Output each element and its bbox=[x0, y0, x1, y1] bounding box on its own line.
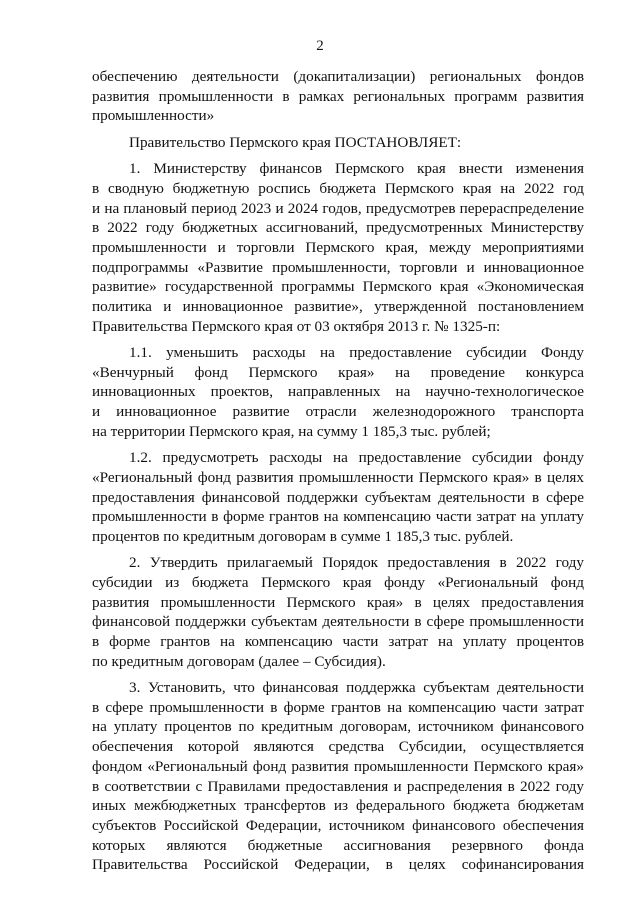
text-line: 1.1. уменьшить расходы на предоставление субсидии Фонду bbox=[129, 344, 584, 361]
text-line: фондом «Региональный фонд развития промышленности Пермского края» bbox=[92, 757, 584, 775]
text-line: «Региональный фонд развития промышленности Пермского края» в целях bbox=[92, 468, 584, 486]
text-line: в соответствии с Правилами предоставления и распределения в 2022 году bbox=[92, 777, 584, 795]
text-line: политика и инновационное развитие», утвержденной постановлением bbox=[92, 297, 584, 315]
text-line: «Венчурный фонд Пермского края» на проведение конкурса bbox=[92, 363, 584, 381]
text-line: предоставления финансовой поддержки субъектам деятельности в сфере bbox=[92, 488, 584, 506]
text-line: в форме грантов на компенсацию части затрат на уплату процентов bbox=[92, 633, 584, 650]
text-line: Правительства Пермского края от 03 октября 2013 г. № 1325-п: bbox=[92, 317, 501, 335]
text-line: инновационных проектов, направленных на научно-технологическое bbox=[92, 383, 584, 401]
text-line: в сводную бюджетную роспись бюджета Пермского края на 2022 год bbox=[92, 179, 584, 197]
text-line: и на плановый период 2023 и 2024 годов, предусмотрев перераспределение bbox=[92, 199, 584, 217]
text-line: подпрограммы «Развитие промышленности, торговли и инновационное bbox=[92, 258, 584, 276]
paragraph-continuation bbox=[92, 67, 584, 126]
text-line: в сфере промышленности в форме грантов на компенсацию части затрат bbox=[92, 698, 584, 716]
text-line: развитие» государственной программы Пермского края «Экономическая bbox=[92, 278, 584, 296]
text-line: развития промышленности в рамках региональных программ развития bbox=[92, 87, 584, 105]
text-line: 3. Установить, что финансовая поддержка субъектам деятельности bbox=[129, 679, 584, 697]
paragraph-item-2 bbox=[92, 553, 584, 671]
paragraph-item-3 bbox=[92, 678, 584, 875]
text-line: промышленности в форме грантов на компенсацию части затрат на уплату bbox=[92, 508, 584, 526]
paragraph-item-1 bbox=[92, 159, 584, 336]
text-line: обеспечению деятельности (докапитализации) региональных фондов bbox=[92, 68, 584, 85]
text-line: развития промышленности Пермского края» в целях предоставления bbox=[92, 593, 584, 611]
page-number: 2 bbox=[316, 38, 324, 54]
text-line: в 2022 году бюджетных ассигнований, предусмотренных Министерству bbox=[92, 219, 584, 237]
text-line: Правительства Российской Федерации, в целях софинансирования bbox=[92, 856, 584, 874]
text-line: и инновационное развитие отрасли железнодорожного транспорта bbox=[92, 403, 584, 421]
text-line: на уплату процентов по кредитным договорам, источником финансового bbox=[92, 718, 584, 736]
text-line: субъектов Российской Федерации, источником финансового обеспечения bbox=[92, 816, 584, 834]
text-line: субсидии из бюджета Пермского края фонду «Региональный фонд bbox=[92, 573, 584, 591]
text-line: 1.2. предусмотреть расходы на предоставление субсидии фонду bbox=[129, 449, 584, 467]
text-line: 1. Министерству финансов Пермского края внести изменения bbox=[129, 160, 584, 178]
text-line: которых являются бюджетные ассигнования резервного фонда bbox=[92, 836, 584, 854]
text-line: иных межбюджетных трансфертов из федерального бюджета бюджетам bbox=[92, 797, 584, 815]
text-line: промышленности» bbox=[92, 107, 215, 125]
paragraph-item-1-1 bbox=[92, 343, 584, 441]
document-body bbox=[92, 67, 584, 875]
text-line: Правительство Пермского края ПОСТАНОВЛЯЕТ: bbox=[129, 133, 462, 151]
text-line: процентов по кредитным договорам в сумме 1 185,3 тыс. рублей. bbox=[92, 527, 514, 545]
text-line: промышленности и торговли Пермского края, между мероприятиями bbox=[92, 238, 584, 256]
text-line: на территории Пермского края, на сумму 1 185,3 тыс. рублей; bbox=[92, 422, 491, 440]
paragraph-item-1-2 bbox=[92, 448, 584, 546]
text-line: по кредитным договорам (далее – Субсидия). bbox=[92, 652, 386, 670]
text-line: 2. Утвердить прилагаемый Порядок предоставления в 2022 году bbox=[129, 554, 584, 572]
text-line: обеспечения которой являются средства Субсидии, осуществляется bbox=[92, 738, 584, 756]
paragraph-resolution-heading bbox=[92, 133, 584, 153]
text-line: финансовой поддержки субъектам деятельности в сфере промышленности bbox=[92, 613, 584, 631]
